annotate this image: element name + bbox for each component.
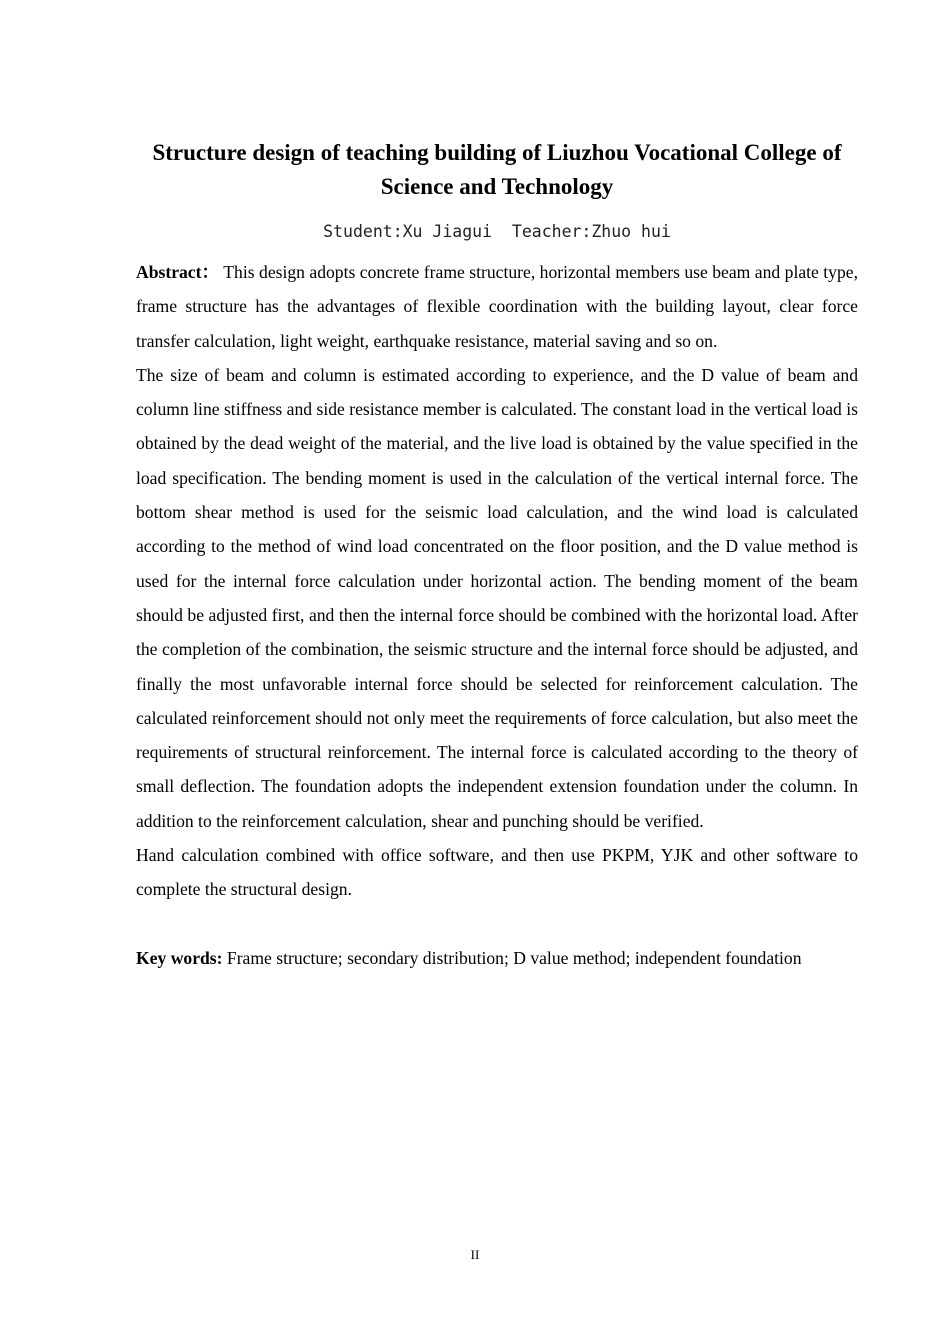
- keywords-label: Key words:: [136, 947, 223, 968]
- keywords-text: Frame structure; secondary distribution; D value method; independent foundation: [226, 947, 802, 968]
- author-line: Student:Xu Jiagui Teacher:Zhuo hui: [323, 222, 671, 241]
- page-number: II: [470, 1247, 480, 1262]
- abstract-section: [136, 255, 858, 907]
- abstract-label: Abstract：: [136, 262, 220, 282]
- document-page: [136, 136, 858, 975]
- abstract-paragraph: The size of beam and column is estimated according to experience, and the D value of beam and column line stiffness and side resistance member is calculated. The constant load in the vertical load is obtained by the dead weight of the material, and the live load is obtained by the value specified in the load specification. The bending moment is used in the calculation of the vertical internal force. The bottom shear method is used for the seismic load calculation, and the wind load is calculated according to the method of wind load concentrated on the floor position, and the D value method is used for the internal force calculation under horizontal action. The bending moment of the beam should be adjusted first, and then the internal force should be combined with the horizontal load. After the completion of the combination, the seismic structure and the internal force should be adjusted, and finally the most unfavorable internal force should be selected for reinforcement calculation. The calculated reinforcement should not only meet the requirements of force calculation, but also meet the requirements of structural reinforcement. The internal force is calculated according to the theory of small deflection. The foundation adopts the independent extension foundation under the column. In addition to the reinforcement calculation, shear and punching should be verified.: [136, 364, 858, 831]
- document-title: Structure design of teaching building of Liuzhou Vocational College of Science and Technology: [152, 140, 842, 199]
- abstract-paragraph: [136, 255, 858, 358]
- abstract-text: This design adopts concrete frame structure, horizontal members use beam and plate type, frame structure has the advantages of flexible coordination with the building layout, clear force transfer calculation, light weight, earthquake resistance, material saving and so on.: [136, 262, 858, 351]
- abstract-paragraph: Hand calculation combined with office software, and then use PKPM, YJK and other software to complete the structural design.: [136, 845, 858, 900]
- keywords-section: [136, 941, 858, 975]
